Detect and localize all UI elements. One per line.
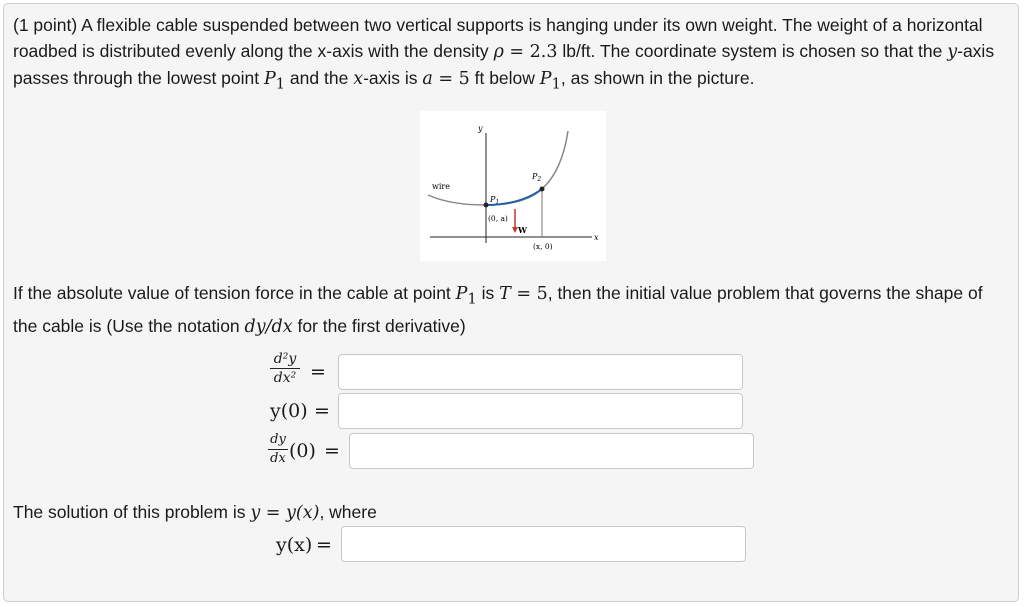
cable-diagram (420, 111, 606, 261)
tension-statement: If the absolute value of tension force in the cable at point $P_1$ is T = 5, then the initial value problem that governs the shape of the cable is (Use the notation dy/dx for the first derivative) (13, 283, 983, 337)
p1-label: $P_1$ (490, 195, 500, 206)
solution-statement: The solution of this problem is y = y(x), where (13, 502, 377, 523)
weight-label: W (518, 225, 527, 235)
x0-coords-label: (x, 0) (533, 242, 553, 251)
cable-figure (420, 111, 606, 261)
p1-point (484, 203, 489, 208)
equals-sign: = (324, 440, 340, 462)
second-derivative-input[interactable] (338, 354, 743, 390)
yx-input[interactable] (341, 526, 746, 562)
equals-sign: = (310, 361, 326, 383)
equals-sign: = (314, 400, 330, 422)
first-derivative-fraction: dy dx (268, 432, 288, 467)
second-derivative-fraction: d²y dx² (270, 351, 300, 386)
p2-label: $P_2$ (532, 172, 542, 183)
y-axis-label: y (478, 124, 483, 133)
problem-statement: (1 point) A flexible cable suspended between two vertical supports is hanging under its own weight. The weight of a horizontal roadbed is distributed evenly along the x-axis with the density ρ = 2.3 lb/ft. The coordinate system is chosen so that the y-axis passes through the lowest point $P_1$ and the x-axis is a = 5 ft below $P_1$, as shown in the picture. (13, 15, 995, 93)
yx-label: y(x) (276, 534, 313, 556)
y0-label: y(0) (270, 400, 308, 422)
p2-point (540, 187, 545, 192)
x-axis-label: x (594, 233, 599, 242)
equals-sign: = (316, 534, 332, 556)
dy0-suffix: (0) (289, 440, 316, 462)
cable-curve-right (542, 131, 568, 189)
y0-input[interactable] (338, 393, 743, 429)
wire-label: wire (432, 182, 450, 191)
points-label: (1 point) (13, 15, 78, 35)
cable-curve-grey (428, 189, 542, 205)
p1-coords-label: (0, a) (488, 214, 508, 223)
dy0-input[interactable] (349, 433, 754, 469)
